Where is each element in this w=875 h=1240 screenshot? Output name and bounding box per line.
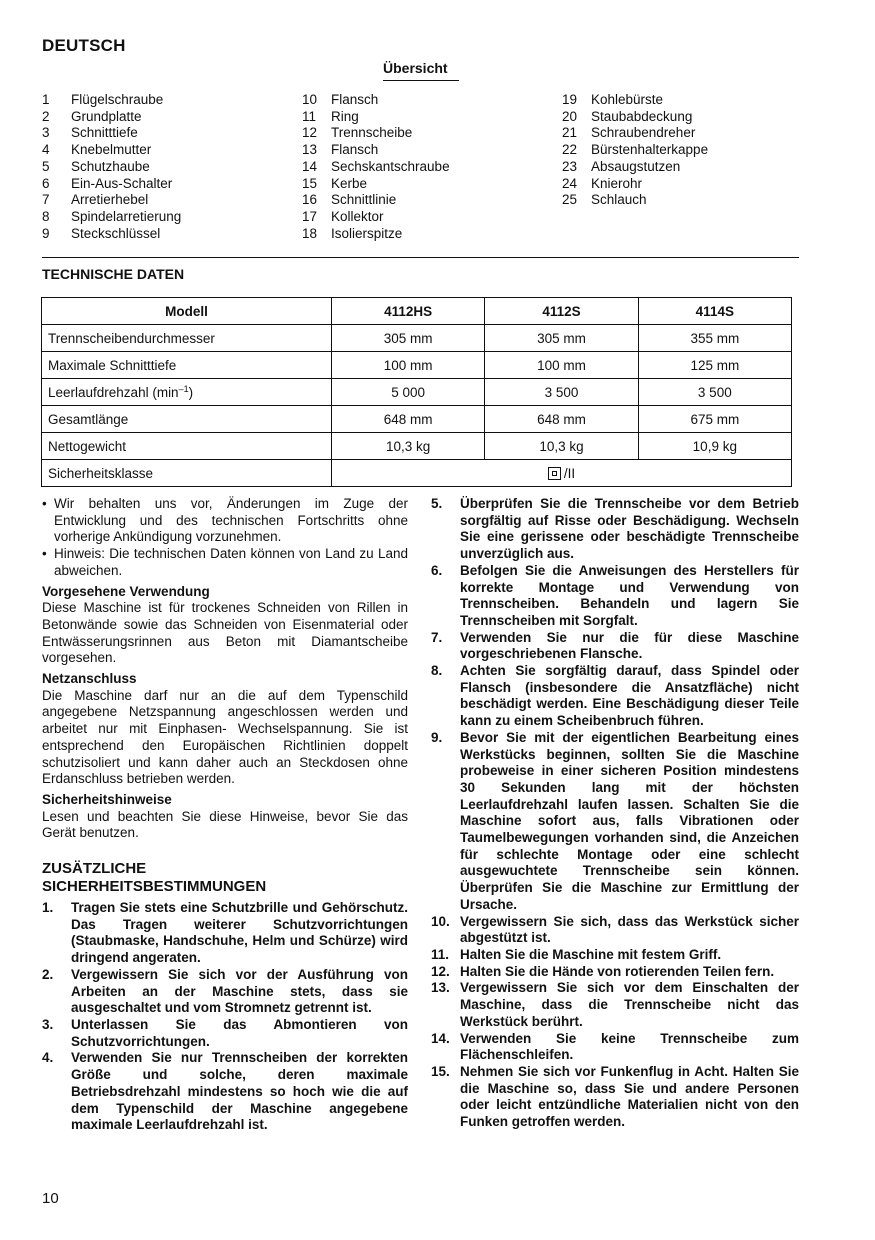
- parts-column-2: [302, 92, 450, 242]
- part-name: Schlauch: [591, 192, 647, 208]
- part-item: [302, 226, 450, 243]
- rule-text: Vergewissern Sie sich vor der Ausführung von Arbeiten an der Maschine stets, dass sie ausgeschaltet und vom Stromnetz getrennt ist.: [71, 966, 408, 1016]
- rule-text: Bevor Sie mit der eigentlichen Bearbeitung eines Werkstücks beginnen, sollten Sie die Maschine probeweise in einer sicheren Position mindestens 30 Sekunden lang mit der höchsten Leerlaufdrehzahl laufen lassen. Schalten Sie die Maschine sofort aus, falls Vibrationen oder Taumelbewegungen vorhanden sind, die Anzeichen für schlechte Montage oder eine schlecht ausgewuchtete Trennscheibe sein können. Überprüfen Sie die Maschine zur Ermittlung der Ursache.: [460, 729, 799, 912]
- table-header-row: [42, 298, 792, 325]
- table-cell: 305 mm: [485, 325, 638, 352]
- table-cell: 648 mm: [332, 406, 485, 433]
- part-name: Kohlebürste: [591, 92, 664, 107]
- left-column: [42, 496, 408, 1134]
- part-name: Trennscheibe: [331, 125, 413, 141]
- rule-number: 1.: [42, 900, 54, 916]
- rule-text: Vergewissern Sie sich vor dem Einschalten der Maschine, dass die Trennscheibe nicht das Werkstück berührt.: [460, 980, 799, 1029]
- part-number: 14: [302, 158, 318, 174]
- part-number: 22: [562, 142, 578, 158]
- safety-rule: [431, 964, 799, 981]
- table-header-cell: 4114S: [638, 298, 791, 325]
- rule-text: Tragen Sie stets eine Schutzbrille und Gehörschutz. Das Tragen weiterer Schutzvorrichtungen (Staubmaske, Handschuhe, Helm und Schürze) wird dringend angeraten.: [71, 900, 408, 966]
- section-divider: [42, 257, 799, 258]
- rule-number: 2.: [42, 966, 54, 982]
- tech-data-title: TECHNISCHE DATEN: [42, 266, 185, 282]
- part-item: [42, 142, 181, 159]
- part-name: Flansch: [331, 92, 379, 107]
- part-item: [302, 176, 450, 193]
- safety-rule: [431, 947, 799, 964]
- part-item: [562, 159, 708, 176]
- part-item: [562, 109, 708, 126]
- table-cell: 10,3 kg: [332, 433, 485, 460]
- overview-title: Übersicht: [383, 60, 459, 81]
- safety-rule: [431, 496, 799, 563]
- part-item: [302, 192, 450, 209]
- safety-notes-text: Lesen und beachten Sie diese Hinweise, bevor Sie das Gerät benutzen.: [42, 808, 408, 841]
- part-number: 24: [562, 175, 578, 191]
- part-item: [42, 109, 181, 126]
- rule-number: 15.: [431, 1063, 450, 1079]
- rule-text: Verwenden Sie nur Trennscheiben der korrekten Größe und solche, deren maximale Betriebsdrehzahl mindestens so hoch wie die auf dem Typenschild der Maschine angegebene maximale Leerlaufdrehzahl ist.: [71, 1050, 408, 1133]
- table-cell: 10,9 kg: [638, 433, 791, 460]
- part-number: 7: [42, 192, 50, 208]
- table-cell: 10,3 kg: [485, 433, 638, 460]
- safety-rule: [42, 900, 408, 967]
- part-item: [42, 125, 181, 142]
- part-number: 10: [302, 92, 318, 107]
- part-item: [302, 209, 450, 226]
- part-item: [302, 142, 450, 159]
- part-number: 12: [302, 125, 318, 141]
- safety-rule: [431, 1031, 799, 1064]
- part-number: 15: [302, 175, 318, 191]
- table-cell: 125 mm: [638, 352, 791, 379]
- part-number: 23: [562, 158, 578, 174]
- part-name: Absaugstutzen: [591, 158, 681, 174]
- rule-number: 3.: [42, 1016, 54, 1032]
- part-name: Schnittlinie: [331, 192, 397, 208]
- part-number: 21: [562, 125, 578, 141]
- safety-rule: [42, 967, 408, 1017]
- table-cell: 355 mm: [638, 325, 791, 352]
- part-name: Kollektor: [331, 208, 384, 224]
- part-number: 6: [42, 175, 50, 191]
- rule-number: 4.: [42, 1050, 54, 1066]
- power-supply-text: Die Maschine darf nur an die auf dem Typenschild angegebene Netzspannung angeschlossen werden und arbeitet nur mit Einphasen- Wechselspannung. Sie ist entsprechend den Europäischen Richtlinien doppelt schutzisoliert und kann daher auch an Steckdosen ohne Erdanschluss betrieben werden.: [42, 687, 408, 787]
- safety-notes-heading: Sicherheitshinweise: [42, 791, 172, 807]
- part-name: Ring: [331, 108, 359, 124]
- rule-number: 13.: [431, 980, 450, 996]
- part-item: [562, 125, 708, 142]
- table-cell: 675 mm: [638, 406, 791, 433]
- safety-rule: [431, 980, 799, 1030]
- part-number: 20: [562, 108, 578, 124]
- part-item: [302, 109, 450, 126]
- part-item: [42, 159, 181, 176]
- safety-rule: [431, 563, 799, 630]
- part-name: Staubabdeckung: [591, 108, 693, 124]
- part-number: 8: [42, 208, 50, 224]
- bullet-item: • Wir behalten uns vor, Änderungen im Zuge der Entwicklung und des technischen Fortschritts ohne vorherige Ankündigung vorzunehmen.: [42, 496, 408, 545]
- table-header-cell: 4112HS: [332, 298, 485, 325]
- part-number: 13: [302, 142, 318, 158]
- part-number: 11: [302, 108, 317, 124]
- rule-text: Vergewissern Sie sich, dass das Werkstück sicher abgestützt ist.: [460, 913, 799, 946]
- rule-text: Nehmen Sie sich vor Funkenflug in Acht. Halten Sie die Maschine so, dass Sie und andere Personen oder leicht entzündliche Materialien nicht von den Funken getroffen werden.: [460, 1063, 799, 1130]
- rule-text: Befolgen Sie die Anweisungen des Herstellers für korrekte Montage und Verwendung von Trennscheiben. Behandeln und lagern Sie Trennscheiben mit Sorgfalt.: [460, 562, 799, 628]
- safety-rule: [431, 914, 799, 947]
- table-row: [42, 352, 792, 379]
- tech-data-table: [41, 297, 792, 487]
- part-number: 3: [42, 125, 50, 141]
- table-cell: 5 000: [332, 379, 485, 406]
- table-row: [42, 433, 792, 460]
- row-label: Sicherheitsklasse: [42, 460, 332, 487]
- rule-text: Unterlassen Sie das Abmontieren von Schutzvorrichtungen.: [71, 1016, 408, 1049]
- rule-text: Verwenden Sie nur die für diese Maschine vorgeschriebenen Flansche.: [460, 629, 799, 662]
- part-number: 1: [42, 92, 50, 107]
- row-label: Trennscheibendurchmesser: [42, 325, 332, 352]
- row-label: Gesamtlänge: [42, 406, 332, 433]
- row-label: Nettogewicht: [42, 433, 332, 460]
- table-header-cell: Modell: [42, 298, 332, 325]
- part-number: 9: [42, 225, 50, 241]
- rule-number: 7.: [431, 629, 443, 645]
- part-name: Arretierhebel: [71, 192, 149, 208]
- part-number: 25: [562, 192, 578, 208]
- double-insulation-icon: [548, 467, 561, 480]
- table-cell: 648 mm: [485, 406, 638, 433]
- part-item: [562, 142, 708, 159]
- rule-text: Halten Sie die Maschine mit festem Griff.: [460, 946, 722, 962]
- table-cell: 305 mm: [332, 325, 485, 352]
- part-item: [562, 92, 708, 109]
- safety-class-cell: /II: [332, 460, 792, 487]
- rule-number: 6.: [431, 562, 443, 578]
- part-number: 18: [302, 225, 318, 241]
- part-item: [42, 209, 181, 226]
- row-label: Leerlaufdrehzahl $(\min^{-1})$: [42, 379, 332, 406]
- part-number: 16: [302, 192, 318, 208]
- part-item: [302, 159, 450, 176]
- part-number: 5: [42, 158, 50, 174]
- part-name: Grundplatte: [71, 108, 142, 124]
- parts-column-3: [562, 92, 708, 209]
- part-name: Kerbe: [331, 175, 368, 191]
- rule-text: Überprüfen Sie die Trennscheibe vor dem Betrieb sorgfältig auf Risse oder Beschädigung. Wechseln Sie eine gerissene oder beschädigte Trennscheibe unverzüglich aus.: [460, 496, 799, 562]
- bullet-item: • Hinweis: Die technischen Daten können von Land zu Land abweichen.: [42, 546, 408, 578]
- part-item: [302, 125, 450, 142]
- rule-number: 10.: [431, 913, 450, 929]
- safety-rule: [431, 630, 799, 663]
- part-item: [42, 92, 181, 109]
- table-cell: 3 500: [638, 379, 791, 406]
- table-cell: 3 500: [485, 379, 638, 406]
- safety-list-left: [42, 900, 408, 1134]
- part-name: Sechskantschraube: [331, 158, 450, 174]
- parts-column-1: [42, 92, 181, 242]
- part-item: [302, 92, 450, 109]
- additional-safety-heading: ZUSÄTZLICHE SICHERHEITSBESTIMMUNGEN: [42, 860, 267, 896]
- safety-rule: [431, 1064, 799, 1131]
- part-item: [562, 176, 708, 193]
- table-row: [42, 379, 792, 406]
- row-label: Maximale Schnitttiefe: [42, 352, 332, 379]
- part-name: Ein-Aus-Schalter: [71, 175, 173, 191]
- part-name: Isolierspitze: [331, 225, 403, 241]
- safety-rule: [42, 1050, 408, 1134]
- table-header-cell: 4112S: [485, 298, 638, 325]
- rule-text: Achten Sie sorgfältig darauf, dass Spindel oder Flansch (insbesondere die Ansatzfläche) nicht beschädigt werden. Eine Beschädigung dieser Teile kann zu einem Scheibenbruch führen.: [460, 663, 799, 729]
- rule-number: 11.: [431, 946, 450, 962]
- safety-list-right: [431, 496, 799, 1131]
- right-column: [431, 496, 799, 1131]
- part-name: Bürstenhalterkappe: [591, 142, 709, 158]
- rule-number: 14.: [431, 1030, 450, 1046]
- power-supply-heading: Netzanschluss: [42, 671, 137, 687]
- rule-number: 8.: [431, 663, 443, 679]
- part-number: 17: [302, 208, 318, 224]
- part-item: [42, 176, 181, 193]
- part-name: Steckschlüssel: [71, 225, 161, 241]
- part-name: Spindelarretierung: [71, 208, 182, 224]
- part-name: Flügelschraube: [71, 92, 164, 107]
- part-number: 2: [42, 108, 50, 124]
- rule-text: Verwenden Sie keine Trennscheibe zum Flächenschleifen.: [460, 1030, 799, 1063]
- part-name: Schraubendreher: [591, 125, 696, 141]
- part-name: Knebelmutter: [71, 142, 152, 158]
- language-heading: DEUTSCH: [42, 36, 126, 55]
- table-cell: 100 mm: [332, 352, 485, 379]
- part-item: [562, 192, 708, 209]
- table-row: [42, 460, 792, 487]
- intended-use-heading: Vorgesehene Verwendung: [42, 583, 210, 599]
- intended-use-text: Diese Maschine ist für trockenes Schneiden von Rillen in Betonwände sowie das Schneiden von Eisenmaterial oder Entwässerungsrinnen aus Beton mit Diamantscheibe vorgesehen.: [42, 600, 408, 666]
- rule-number: 5.: [431, 496, 443, 511]
- rule-number: 9.: [431, 729, 443, 745]
- table-row: [42, 325, 792, 352]
- table-cell: 100 mm: [485, 352, 638, 379]
- rule-text: Halten Sie die Hände von rotierenden Teilen fern.: [460, 963, 775, 979]
- safety-rule: [431, 663, 799, 730]
- part-number: 19: [562, 92, 578, 107]
- page-number: 10: [42, 1190, 59, 1207]
- part-number: 4: [42, 142, 50, 158]
- part-name: Knierohr: [591, 175, 643, 191]
- part-item: [42, 226, 181, 243]
- rule-number: 12.: [431, 963, 450, 979]
- safety-rule: [42, 1017, 408, 1050]
- table-row: [42, 406, 792, 433]
- part-item: [42, 192, 181, 209]
- part-name: Schnitttiefe: [71, 125, 138, 141]
- part-name: Flansch: [331, 142, 379, 158]
- safety-rule: [431, 730, 799, 914]
- part-name: Schutzhaube: [71, 158, 150, 174]
